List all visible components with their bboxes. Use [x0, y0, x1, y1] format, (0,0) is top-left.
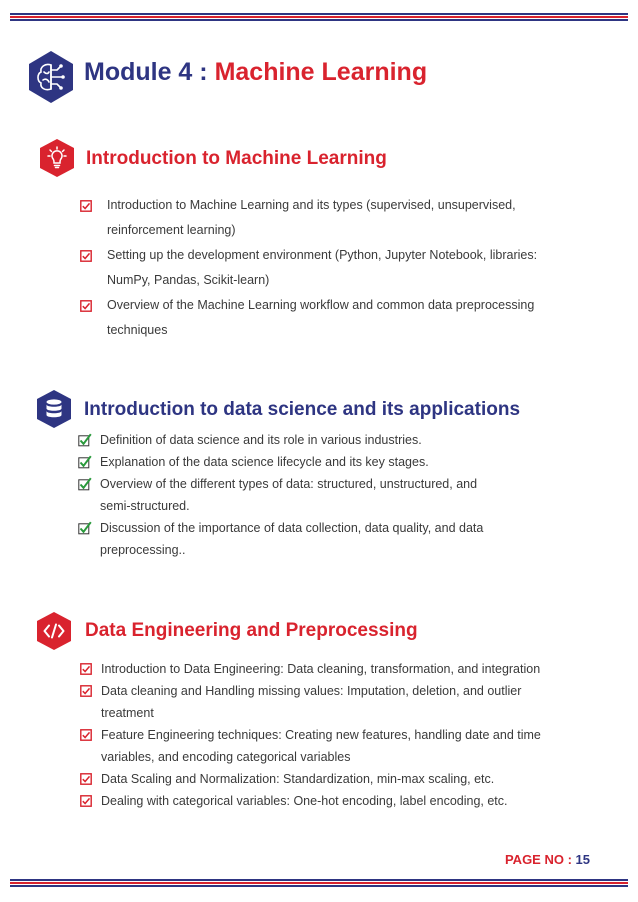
checkbox-icon	[80, 773, 92, 785]
page-number	[505, 852, 590, 867]
checkbox-icon	[80, 795, 92, 807]
green-check-icon	[78, 433, 92, 447]
page-number-label: PAGE NO :	[504, 852, 572, 867]
bottom-rule-3	[10, 885, 628, 887]
section-list-machine-learning	[80, 193, 600, 343]
module-title	[84, 58, 427, 87]
list-item	[78, 517, 598, 561]
section-list-data-engineering	[80, 658, 610, 812]
database-icon	[36, 389, 72, 429]
page-number-value: 15	[575, 852, 590, 867]
list-item	[80, 680, 610, 724]
module-name: Machine Learning	[214, 58, 428, 86]
section-title-machine-learning: Introduction to Machine Learning	[86, 148, 387, 169]
green-check-icon	[78, 477, 92, 491]
bottom-rule-2	[10, 882, 628, 884]
lightbulb-icon	[39, 138, 75, 178]
item-text-line: techniques	[107, 323, 168, 337]
item-text-line: variables, and encoding categorical variables	[101, 750, 351, 764]
item-text-line: Overview of the Machine Learning workflow and common data preprocessing	[107, 298, 535, 312]
green-check-icon	[78, 521, 92, 535]
list-item	[80, 724, 610, 768]
item-text-line: semi-structured.	[100, 499, 190, 513]
top-rule-2	[10, 16, 628, 18]
item-text-line: reinforcement learning)	[107, 223, 236, 237]
item-text-line: Definition of data science and its role in various industries.	[100, 433, 422, 447]
list-item	[80, 243, 600, 293]
list-item	[80, 768, 610, 790]
checkbox-icon	[80, 300, 92, 312]
item-text-line: Data Scaling and Normalization: Standardization, min-max scaling, etc.	[101, 772, 495, 786]
list-item	[78, 429, 598, 451]
list-item	[78, 473, 598, 517]
item-text-line: treatment	[101, 706, 154, 720]
checkbox-icon	[80, 663, 92, 675]
green-check-icon	[78, 455, 92, 469]
brain-circuit-icon	[27, 50, 75, 104]
item-text-line: preprocessing..	[100, 543, 186, 557]
item-text-line: Explanation of the data science lifecycle and its key stages.	[100, 455, 429, 469]
checkbox-icon	[80, 685, 92, 697]
list-item	[80, 658, 610, 680]
bottom-rule-1	[10, 879, 628, 881]
item-text-line: NumPy, Pandas, Scikit-learn)	[107, 273, 270, 287]
item-text-line: Feature Engineering techniques: Creating new features, handling date and time	[101, 728, 541, 742]
list-item	[78, 451, 598, 473]
checkbox-icon	[80, 729, 92, 741]
item-text-line: Discussion of the importance of data collection, data quality, and data	[100, 521, 484, 535]
top-rule-3	[10, 19, 628, 21]
item-text-line: Introduction to Data Engineering: Data cleaning, transformation, and integration	[101, 662, 541, 676]
top-rule-1	[10, 13, 628, 15]
list-item	[80, 293, 600, 343]
section-title-data-engineering: Data Engineering and Preprocessing	[85, 620, 418, 641]
module-prefix: Module 4 :	[84, 58, 208, 86]
item-text-line: Setting up the development environment (Python, Jupyter Notebook, libraries:	[107, 248, 538, 262]
item-text-line: Data cleaning and Handling missing values: Imputation, deletion, and outlier	[101, 684, 522, 698]
checkbox-icon	[80, 200, 92, 212]
section-title-data-science: Introduction to data science and its applications	[84, 399, 521, 420]
item-text-line: Overview of the different types of data: structured, unstructured, and	[100, 477, 478, 491]
list-item	[80, 790, 610, 812]
section-list-data-science	[78, 429, 598, 561]
item-text-line: Dealing with categorical variables: One-hot encoding, label encoding, etc.	[101, 794, 508, 808]
code-icon	[36, 611, 72, 651]
item-text-line: Introduction to Machine Learning and its types (supervised, unsupervised,	[107, 198, 516, 212]
checkbox-icon	[80, 250, 92, 262]
list-item	[80, 193, 600, 243]
